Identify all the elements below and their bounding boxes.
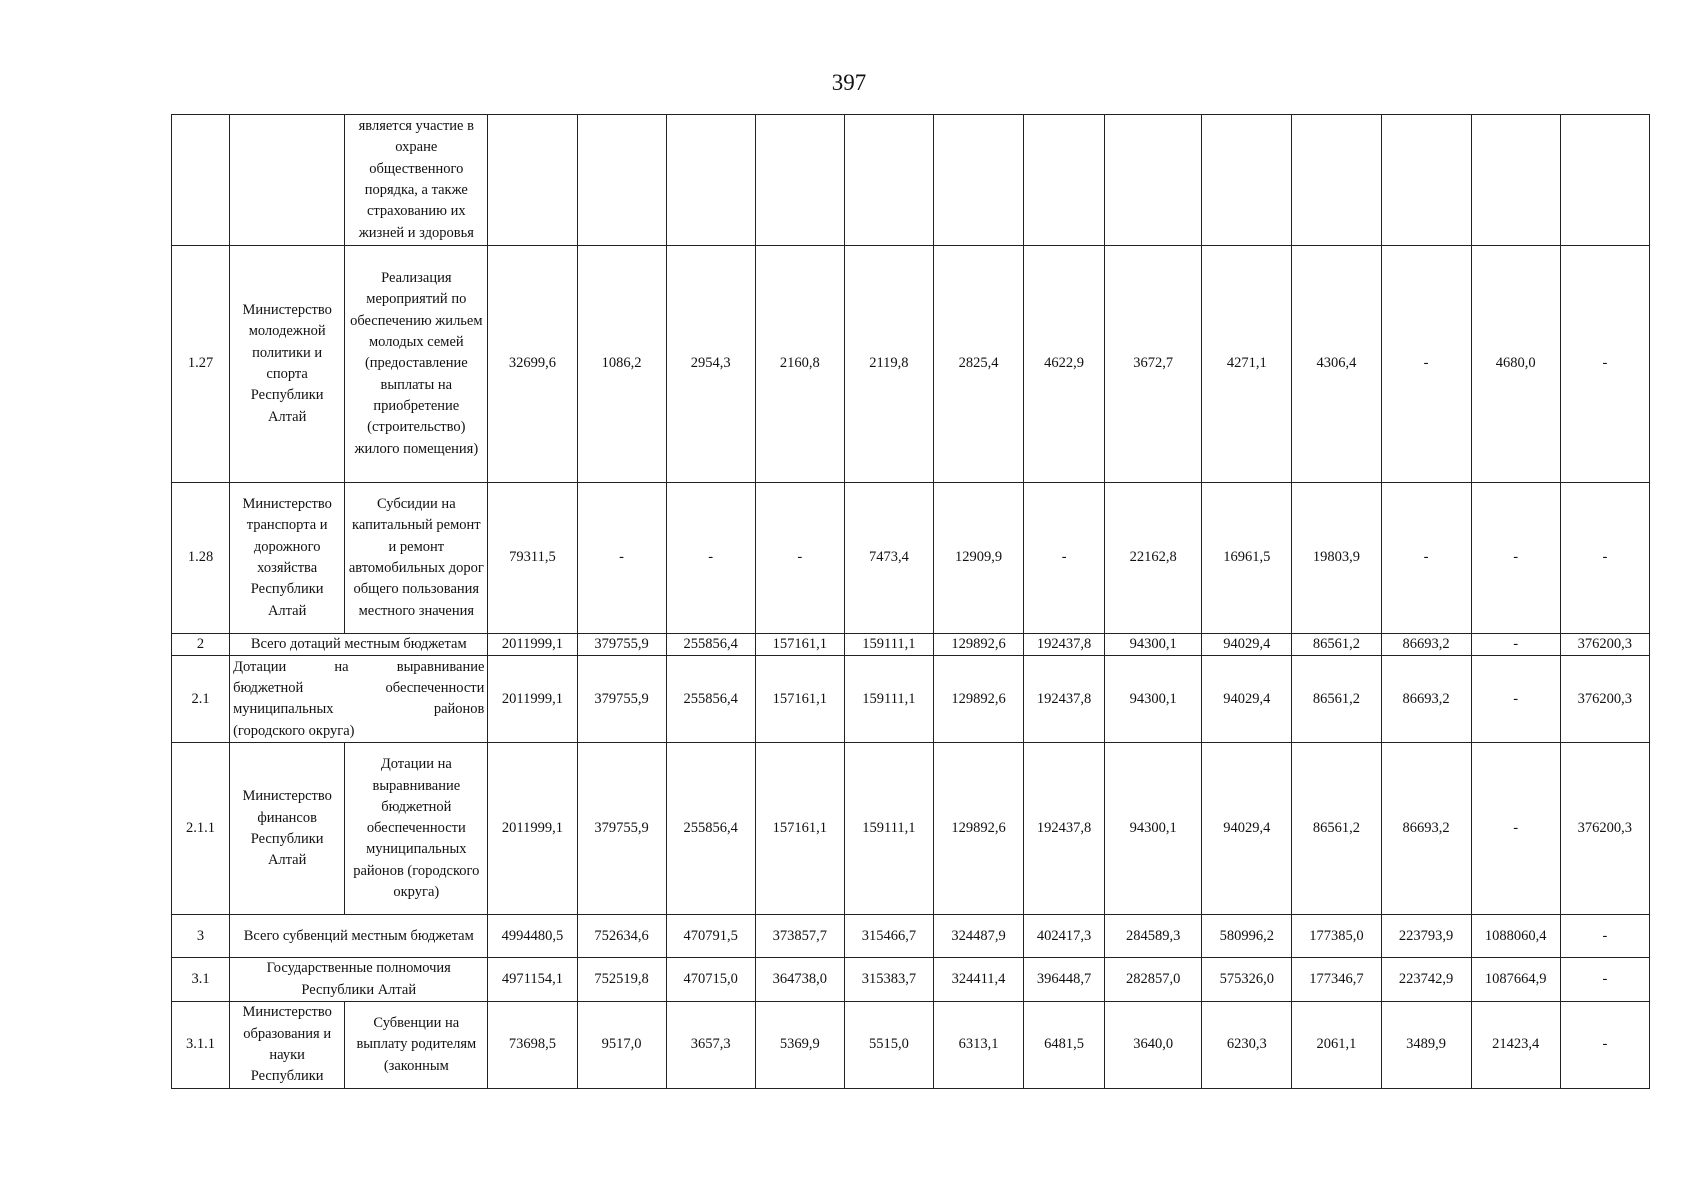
organization-cell: Министерство транспорта и дорожного хозяйства Республики Алтай — [230, 483, 345, 634]
value-cell: 19803,9 — [1292, 483, 1381, 634]
value-cell: 16961,5 — [1202, 483, 1292, 634]
value-cell: 376200,3 — [1560, 743, 1649, 915]
value-cell: 86561,2 — [1292, 634, 1381, 656]
value-cell: 315383,7 — [844, 958, 933, 1002]
value-cell: - — [1381, 483, 1471, 634]
table-row — [172, 246, 1650, 483]
value-cell: 5515,0 — [844, 1001, 933, 1088]
value-cell: 86693,2 — [1381, 634, 1471, 656]
value-cell: 94300,1 — [1105, 634, 1202, 656]
value-cell: - — [1560, 958, 1649, 1002]
value-cell: 73698,5 — [488, 1001, 577, 1088]
value-cell: 6481,5 — [1024, 1001, 1105, 1088]
value-cell — [844, 115, 933, 246]
value-cell: 6313,1 — [933, 1001, 1023, 1088]
value-cell — [755, 115, 844, 246]
value-cell — [666, 115, 755, 246]
section-title: Государственные полномочия Республики Алтай — [230, 958, 488, 1002]
value-cell: 129892,6 — [933, 656, 1023, 743]
value-cell: 373857,7 — [755, 915, 844, 958]
value-cell: - — [1560, 483, 1649, 634]
value-cell: 376200,3 — [1560, 634, 1649, 656]
value-cell: 192437,8 — [1024, 634, 1105, 656]
value-cell: - — [755, 483, 844, 634]
section-title: Всего субвенций местным бюджетам — [230, 915, 488, 958]
value-cell: - — [1560, 915, 1649, 958]
value-cell: 32699,6 — [488, 246, 577, 483]
value-cell: 86561,2 — [1292, 656, 1381, 743]
value-cell: 255856,4 — [666, 634, 755, 656]
value-cell: 94300,1 — [1105, 743, 1202, 915]
value-cell: 4271,1 — [1202, 246, 1292, 483]
value-cell: 3640,0 — [1105, 1001, 1202, 1088]
value-cell: 752519,8 — [577, 958, 666, 1002]
value-cell: - — [1560, 246, 1649, 483]
value-cell: 6230,3 — [1202, 1001, 1292, 1088]
value-cell — [1560, 115, 1649, 246]
row-number: 1.27 — [172, 246, 230, 483]
row-number: 2 — [172, 634, 230, 656]
value-cell: 159111,1 — [844, 743, 933, 915]
value-cell: 157161,1 — [755, 743, 844, 915]
value-cell: 284589,3 — [1105, 915, 1202, 958]
value-cell: 7473,4 — [844, 483, 933, 634]
value-cell: 129892,6 — [933, 743, 1023, 915]
value-cell: 86561,2 — [1292, 743, 1381, 915]
value-cell — [1381, 115, 1471, 246]
description-cell: Реализация мероприятий по обеспечению жильем молодых семей (предоставление выплаты на приобретение (строительство) жилого помещения) — [345, 246, 488, 483]
value-cell: 94029,4 — [1202, 634, 1292, 656]
value-cell: 1087664,9 — [1471, 958, 1560, 1002]
value-cell: - — [1471, 656, 1560, 743]
table-row — [172, 958, 1650, 1002]
value-cell: 177385,0 — [1292, 915, 1381, 958]
row-number: 3.1.1 — [172, 1001, 230, 1088]
value-cell: 94300,1 — [1105, 656, 1202, 743]
value-cell — [933, 115, 1023, 246]
value-cell: 157161,1 — [755, 656, 844, 743]
value-cell: 79311,5 — [488, 483, 577, 634]
value-cell: 1088060,4 — [1471, 915, 1560, 958]
table-row — [172, 1001, 1650, 1088]
value-cell: 396448,7 — [1024, 958, 1105, 1002]
value-cell: 470791,5 — [666, 915, 755, 958]
organization-cell: Министерство образования и науки Республики — [230, 1001, 345, 1088]
value-cell: 2119,8 — [844, 246, 933, 483]
value-cell: 379755,9 — [577, 634, 666, 656]
value-cell: 379755,9 — [577, 656, 666, 743]
value-cell: - — [1471, 743, 1560, 915]
value-cell: 364738,0 — [755, 958, 844, 1002]
value-cell: 4971154,1 — [488, 958, 577, 1002]
value-cell: 2011999,1 — [488, 634, 577, 656]
value-cell: 94029,4 — [1202, 743, 1292, 915]
table-row — [172, 915, 1650, 958]
table-row — [172, 634, 1650, 656]
description-cell: является участие в охране общественного порядка, а также страхованию их жизней и здоровья — [345, 115, 488, 246]
section-title-line: муниципальных районов — [233, 701, 485, 718]
page-number: 397 — [831, 70, 867, 95]
value-cell: 4680,0 — [1471, 246, 1560, 483]
value-cell: 255856,4 — [666, 743, 755, 915]
value-cell: 255856,4 — [666, 656, 755, 743]
value-cell: 3489,9 — [1381, 1001, 1471, 1088]
value-cell: 5369,9 — [755, 1001, 844, 1088]
budget-table — [171, 114, 1650, 1089]
section-title-line: (городского округа) — [233, 722, 355, 739]
description-cell: Дотации на выравнивание бюджетной обеспеченности муниципальных районов (городского округа) — [345, 743, 488, 915]
value-cell: 4622,9 — [1024, 246, 1105, 483]
value-cell — [488, 115, 577, 246]
value-cell: 2011999,1 — [488, 656, 577, 743]
value-cell: 752634,6 — [577, 915, 666, 958]
table-row — [172, 115, 1650, 246]
row-number: 3.1 — [172, 958, 230, 1002]
row-number: 2.1.1 — [172, 743, 230, 915]
value-cell — [1105, 115, 1202, 246]
organization-cell: Министерство молодежной политики и спорта Республики Алтай — [230, 246, 345, 483]
row-number: 2.1 — [172, 656, 230, 743]
value-cell: 315466,7 — [844, 915, 933, 958]
value-cell — [1024, 115, 1105, 246]
row-number: 1.28 — [172, 483, 230, 634]
value-cell: 94029,4 — [1202, 656, 1292, 743]
value-cell: 4994480,5 — [488, 915, 577, 958]
value-cell: - — [1024, 483, 1105, 634]
description-cell: Субвенции на выплату родителям (законным — [345, 1001, 488, 1088]
value-cell: 379755,9 — [577, 743, 666, 915]
value-cell: - — [1560, 1001, 1649, 1088]
value-cell: 2011999,1 — [488, 743, 577, 915]
value-cell: 86693,2 — [1381, 656, 1471, 743]
value-cell: 2954,3 — [666, 246, 755, 483]
value-cell — [1471, 115, 1560, 246]
value-cell: - — [666, 483, 755, 634]
value-cell: 575326,0 — [1202, 958, 1292, 1002]
table-row — [172, 483, 1650, 634]
row-number: 3 — [172, 915, 230, 958]
value-cell: 21423,4 — [1471, 1001, 1560, 1088]
value-cell: 2160,8 — [755, 246, 844, 483]
value-cell: 324487,9 — [933, 915, 1023, 958]
value-cell: 4306,4 — [1292, 246, 1381, 483]
value-cell: 376200,3 — [1560, 656, 1649, 743]
value-cell: 157161,1 — [755, 634, 844, 656]
value-cell — [1202, 115, 1292, 246]
value-cell: - — [1471, 634, 1560, 656]
value-cell: 324411,4 — [933, 958, 1023, 1002]
value-cell: 9517,0 — [577, 1001, 666, 1088]
section-title-line: Дотации на выравнивание — [233, 658, 485, 675]
value-cell: - — [1381, 246, 1471, 483]
value-cell: 159111,1 — [844, 656, 933, 743]
description-cell: Субсидии на капитальный ремонт и ремонт автомобильных дорог общего пользования местного значения — [345, 483, 488, 634]
section-title: Всего дотаций местным бюджетам — [230, 634, 488, 656]
value-cell: 12909,9 — [933, 483, 1023, 634]
value-cell: 86693,2 — [1381, 743, 1471, 915]
value-cell: 223742,9 — [1381, 958, 1471, 1002]
table-row — [172, 743, 1650, 915]
value-cell — [577, 115, 666, 246]
value-cell — [1292, 115, 1381, 246]
value-cell: 3672,7 — [1105, 246, 1202, 483]
row-number — [172, 115, 230, 246]
value-cell: 192437,8 — [1024, 656, 1105, 743]
section-title — [230, 656, 488, 743]
table-row — [172, 656, 1650, 743]
value-cell: 2061,1 — [1292, 1001, 1381, 1088]
value-cell: 1086,2 — [577, 246, 666, 483]
value-cell: 3657,3 — [666, 1001, 755, 1088]
value-cell: - — [577, 483, 666, 634]
value-cell: 282857,0 — [1105, 958, 1202, 1002]
value-cell: 223793,9 — [1381, 915, 1471, 958]
value-cell: 177346,7 — [1292, 958, 1381, 1002]
value-cell: 580996,2 — [1202, 915, 1292, 958]
value-cell: 159111,1 — [844, 634, 933, 656]
value-cell: 402417,3 — [1024, 915, 1105, 958]
value-cell: 22162,8 — [1105, 483, 1202, 634]
value-cell: - — [1471, 483, 1560, 634]
value-cell: 470715,0 — [666, 958, 755, 1002]
section-title-line: бюджетной обеспеченности — [233, 680, 485, 696]
organization-cell — [230, 115, 345, 246]
organization-cell: Министерство финансов Республики Алтай — [230, 743, 345, 915]
value-cell: 192437,8 — [1024, 743, 1105, 915]
value-cell: 129892,6 — [933, 634, 1023, 656]
value-cell: 2825,4 — [933, 246, 1023, 483]
